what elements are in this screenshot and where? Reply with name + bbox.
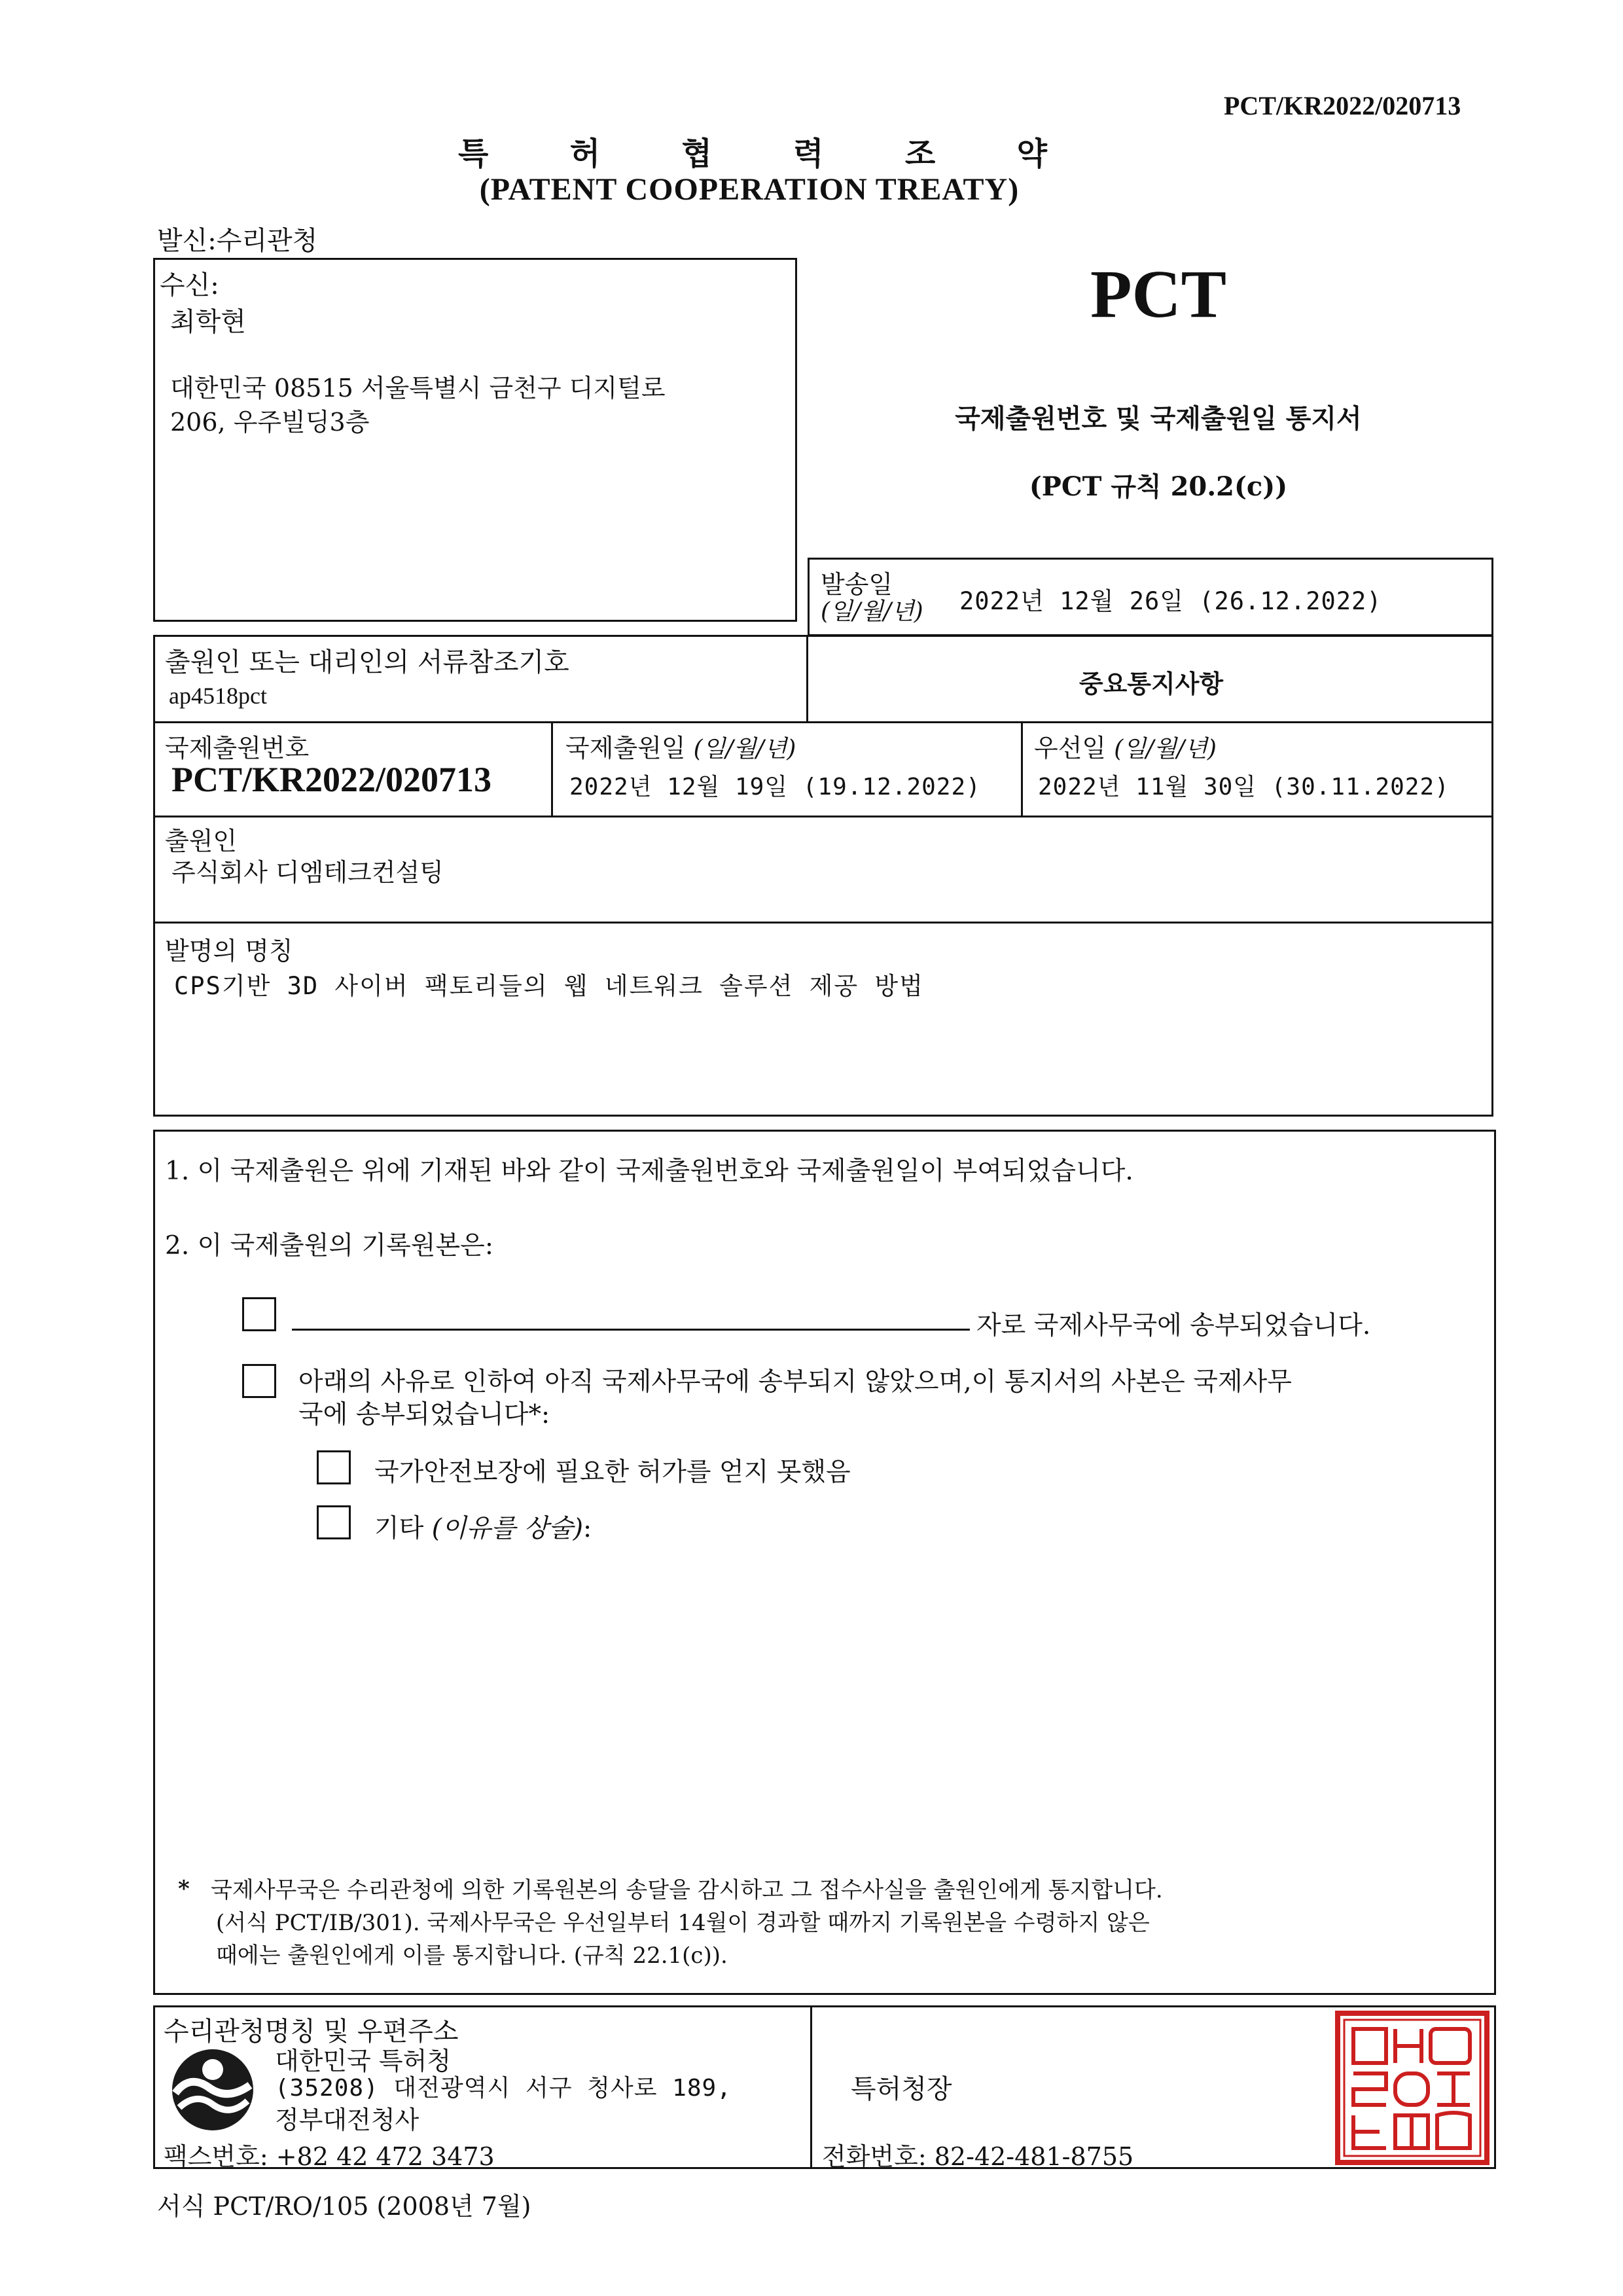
sub-option1-text: 국가안전보장에 필요한 허가를 얻지 못했음: [374, 1458, 851, 1487]
divider: [153, 721, 1493, 723]
office-official: 특허청장: [851, 2074, 952, 2104]
recipient-name: 최학현: [170, 307, 246, 337]
recipient-label: 수신:: [160, 270, 219, 300]
office-label: 수리관청명칭 및 우편주소: [164, 2017, 459, 2047]
title-char: 특: [458, 135, 489, 172]
priority-date-label: [1034, 728, 1217, 764]
footnote-line1: 국제사무국은 수리관청에 의한 기록원본의 송달을 감시하고 그 접수사실을 출원인에게 통지합니다.: [211, 1877, 1163, 1903]
filing-date-value: 2022년 12월 19일 (19.12.2022): [569, 774, 981, 800]
filing-date-label: [565, 728, 796, 764]
app-number-value: PCT/KR2022/020713: [171, 760, 492, 799]
divider: [1021, 721, 1023, 817]
filing-date-label-format: (일/월/년): [693, 736, 796, 762]
notice-rule: (PCT 규칙 20.2(c)): [1029, 471, 1288, 502]
option1-checkbox[interactable]: [242, 1297, 276, 1331]
mailing-date-format: (일/월/년): [821, 598, 923, 625]
office-name: 대한민국 특허청: [275, 2047, 452, 2075]
invention-label: 발명의 명칭: [165, 937, 293, 965]
option1-suffix: 자로 국제사무국에 송부되었습니다.: [976, 1311, 1371, 1340]
doc-number-top: PCT/KR2022/020713: [1224, 91, 1461, 120]
title-char: 력: [793, 135, 824, 172]
footnote-line3: 때에는 출원인에게 이를 통지합니다. (규칙 22.1(c)).: [216, 1943, 728, 1969]
body-item1: 1. 이 국제출원은 위에 기재된 바와 같이 국제출원번호와 국제출원일이 부여되었습니다.: [165, 1157, 1133, 1186]
office-building: 정부대전청사: [275, 2106, 419, 2134]
official-seal-icon: [1335, 2011, 1489, 2165]
recipient-address-line2: 206, 우주빌딩3층: [170, 408, 370, 437]
sub-option2-text: [374, 1508, 592, 1545]
office-fax: 팩스번호: +82 42 472 3473: [164, 2142, 495, 2171]
office-phone: 전화번호: 82-42-481-8755: [822, 2142, 1134, 2171]
invention-value: CPS기반 3D 사이버 팩토리들의 웹 네트워크 솔루션 제공 방법: [174, 972, 924, 1000]
applicant-label: 출원인: [165, 827, 238, 855]
title-english: (PATENT COOPERATION TREATY): [479, 172, 1020, 207]
option1-date-line: [292, 1329, 970, 1331]
kipo-logo-icon: [170, 2047, 255, 2132]
reference-value: ap4518pct: [169, 683, 267, 709]
divider: [153, 816, 1493, 817]
divider: [806, 635, 808, 723]
priority-date-value: 2022년 11월 30일 (30.11.2022): [1038, 774, 1450, 800]
applicant-value: 주식회사 디엠테크컨설팅: [171, 858, 444, 887]
option2-checkbox[interactable]: [242, 1364, 276, 1398]
form-id: 서식 PCT/RO/105 (2008년 7월): [157, 2192, 531, 2221]
office-address: (35208) 대전광역시 서구 청사로 189,: [275, 2075, 732, 2102]
mailing-date-label: 발송일: [821, 570, 893, 599]
divider: [153, 922, 1493, 924]
notice-title: 국제출원번호 및 국제출원일 통지서: [955, 404, 1362, 434]
option2-line1: 아래의 사유로 인하여 아직 국제사무국에 송부되지 않았으며,이 통지서의 사본은 국제사무: [298, 1367, 1292, 1397]
priority-date-label-format: (일/월/년): [1114, 736, 1217, 762]
filing-date-label-text: 국제출원일: [565, 734, 686, 762]
sender-label: 발신:수리관청: [157, 226, 318, 256]
sub-option2-italic: (이유를 상술): [431, 1514, 583, 1543]
option2-line2: 국에 송부되었습니다*:: [298, 1400, 550, 1429]
reference-label: 출원인 또는 대리인의 서류참조기호: [165, 647, 569, 677]
divider: [810, 2005, 812, 2169]
title-char: 약: [1016, 135, 1047, 172]
sub-option1-checkbox[interactable]: [317, 1450, 351, 1484]
mailing-date-value: 2022년 12월 26일 (26.12.2022): [959, 587, 1382, 615]
footnote-star: *: [178, 1876, 190, 1902]
title-char: 조: [904, 135, 936, 172]
body-item2: 2. 이 국제출원의 기록원본은:: [165, 1231, 493, 1261]
recipient-box: [153, 258, 797, 622]
pct-logo-text: PCT: [1090, 257, 1226, 332]
priority-date-label-text: 우선일: [1034, 734, 1107, 762]
title-hangul: [458, 128, 1047, 173]
title-char: 협: [681, 135, 712, 172]
sub-option2-suffix: :: [582, 1514, 592, 1543]
recipient-address-line1: 대한민국 08515 서울특별시 금천구 디지털로: [170, 374, 666, 403]
app-number-label: 국제출원번호: [165, 734, 310, 762]
title-char: 허: [569, 135, 601, 172]
sub-option2-prefix: 기타: [374, 1514, 424, 1543]
footnote-line2: (서식 PCT/IB/301). 국제사무국은 우선일부터 14월이 경과할 때까지 기록원본을 수령하지 않은: [216, 1910, 1150, 1936]
sub-option2-checkbox[interactable]: [317, 1505, 351, 1539]
divider: [551, 721, 553, 817]
important-notice: 중요통지사항: [1079, 670, 1224, 698]
